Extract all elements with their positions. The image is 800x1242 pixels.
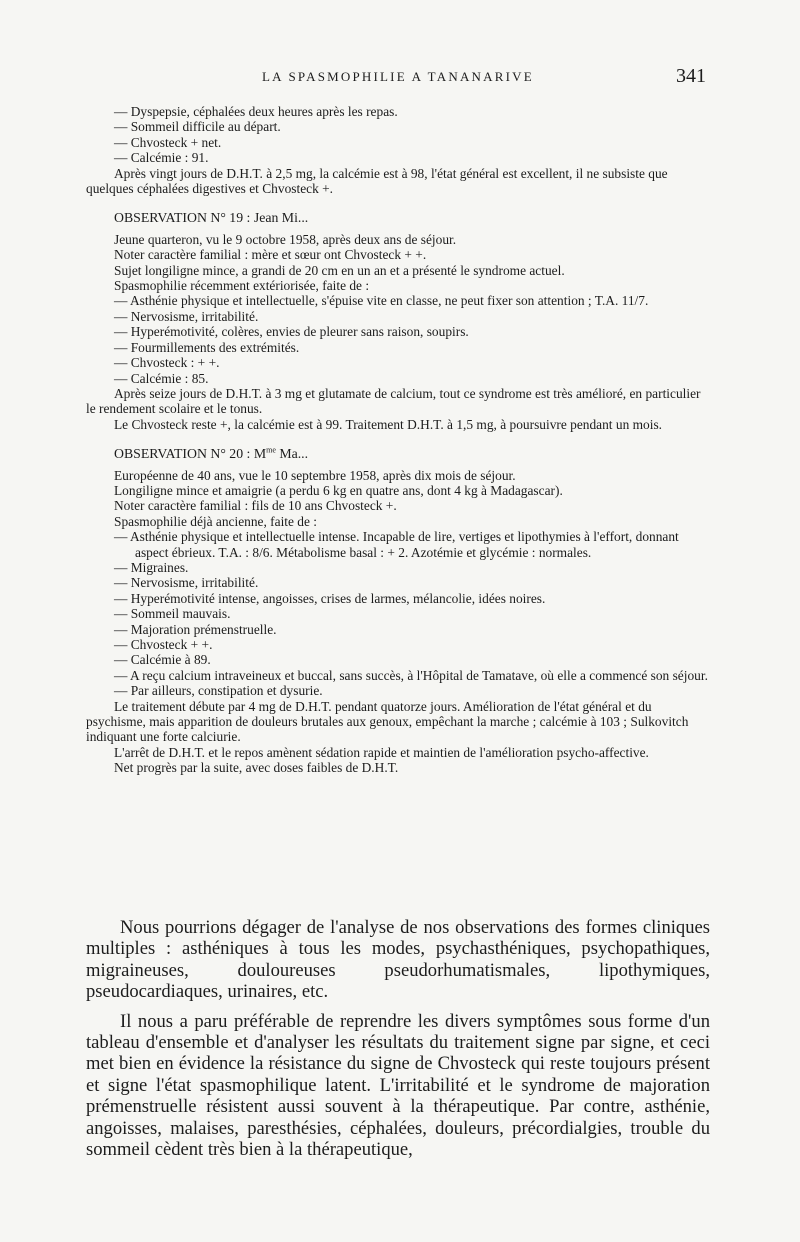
symptom-item: — Calcémie à 89.	[114, 652, 211, 668]
observation-paragraph: Après vingt jours de D.H.T. à 2,5 mg, la calcémie est à 98, l'état général est excellent, il ne subsiste que quelques céphalées digestives et Chvosteck +.	[86, 165, 668, 197]
observation-paragraph: Spasmophilie déjà ancienne, faite de :	[114, 513, 318, 529]
observation-paragraph: Le traitement débute par 4 mg de D.H.T. pendant quatorze jours. Amélioration de l'état général et du psychisme, mais apparition de douleurs brutales aux genoux, empêchant la marche ; calcémie à 103 ; Sulkovitch indiquant une forte calciurie.	[86, 698, 689, 745]
observation-paragraph: Le Chvosteck reste +, la calcémie est à 99. Traitement D.H.T. à 1,5 mg, à poursuivre pendant un mois.	[114, 416, 663, 432]
symptom-item: — Fourmillements des extrémités.	[114, 339, 300, 355]
symptom-item: — Hyperémotivité, colères, envies de pleurer sans raison, soupirs.	[114, 324, 469, 340]
observation-20-title	[86, 446, 710, 461]
symptom-item: — Asthénie physique et intellectuelle, s'épuise vite en classe, ne peut fixer son attention ; T.A. 11/7.	[114, 293, 649, 309]
observation-20-title-prefix: OBSERVATION N° 20 : M	[114, 446, 267, 462]
symptom-item: — Par ailleurs, constipation et dysurie.	[114, 683, 323, 699]
observations-section	[86, 104, 710, 776]
symptom-item: — Nervosisme, irritabilité.	[114, 575, 259, 591]
observation-paragraph: Net progrès par la suite, avec doses faibles de D.H.T.	[114, 760, 399, 776]
observation-paragraph: Noter caractère familial : fils de 10 ans Chvosteck +.	[114, 498, 397, 514]
observation-paragraph: Spasmophilie récemment extériorisée, faite de :	[114, 278, 370, 294]
body-text	[86, 917, 710, 1168]
symptom-item: — Chvosteck + +.	[114, 637, 213, 652]
symptom-item: — Asthénie physique et intellectuelle intense. Incapable de lire, vertiges et lipothymies à l'effort, donnant aspect ébrieux. T.A. : 8/6. Métabolisme basal : + 2. Azotémie et glycémie : normales.	[114, 529, 679, 560]
observation-paragraph: Européenne de 40 ans, vue le 10 septembre 1958, après dix mois de séjour.	[114, 467, 516, 483]
symptom-item: — Calcémie : 91.	[114, 150, 209, 166]
symptom-item: — Calcémie : 85.	[114, 370, 209, 386]
body-paragraph: Nous pourrions dégager de l'analyse de nos observations des formes cliniques multiples : asthéniques à tous les modes, psychasthéniques, psychopathiques, migraineuses, douloureuses pseudorhumatismales, lipothymiques, pseudocardiaques, urinaires, etc.	[86, 917, 710, 1003]
observation-paragraph: Après seize jours de D.H.T. à 3 mg et glutamate de calcium, tout ce syndrome est très amélioré, en particulier le rendement scolaire et le tonus.	[86, 385, 701, 417]
observation-paragraph: Sujet longiligne mince, a grandi de 20 cm en un an et a présenté le syndrome actuel.	[114, 262, 565, 278]
observation-20-title-suffix: Ma...	[275, 446, 309, 462]
symptom-item: — Sommeil mauvais.	[114, 606, 231, 622]
page-number: 341	[676, 65, 706, 87]
observation-paragraph: Noter caractère familial : mère et sœur ont Chvosteck + +.	[114, 247, 427, 263]
running-header	[0, 65, 800, 89]
observation-paragraph: Longiligne mince et amaigrie (a perdu 6 kg en quatre ans, dont 4 kg à Madagascar).	[114, 482, 563, 498]
symptom-item: — Nervosisme, irritabilité.	[114, 308, 259, 324]
running-title: LA SPASMOPHILIE A TANANARIVE	[262, 69, 534, 84]
symptom-item: — Hyperémotivité intense, angoisses, crises de larmes, mélancolie, idées noires.	[114, 590, 546, 606]
symptom-item: — Dyspepsie, céphalées deux heures après les repas.	[114, 104, 398, 119]
observation-paragraph: L'arrêt de D.H.T. et le repos amènent sédation rapide et maintien de l'amélioration psycho-affective.	[114, 744, 649, 760]
symptom-item: — Majoration prémenstruelle.	[114, 621, 277, 637]
observation-20-title-sup: me	[266, 445, 276, 455]
body-paragraph: Il nous a paru préférable de reprendre les divers symptômes sous forme d'un tableau d'ensemble et d'analyser les résultats du traitement signe par signe, et ceci met bien en évidence la résistance du signe de Chvosteck qui reste toujours présent et signe l'état spasmophilique latent. L'irritabilité et le syndrome de majoration prémenstruelle résistent aussi souvent à la thérapeutique. Par contre, asthénie, angoisses, malaises, paresthésies, céphalées, douleurs, précordialgies, trouble du sommeil cèdent très bien à la thérapeutique,	[86, 1010, 710, 1161]
symptom-item: — Chvosteck : + +.	[114, 355, 220, 371]
observation-paragraph: Jeune quarteron, vu le 9 octobre 1958, après deux ans de séjour.	[114, 231, 457, 247]
observation-19-title: OBSERVATION N° 19 : Jean Mi...	[114, 210, 309, 226]
symptom-item: — Sommeil difficile au départ.	[114, 119, 281, 135]
symptom-item: — A reçu calcium intraveineux et buccal, sans succès, à l'Hôpital de Tamatave, où elle a commencé son séjour.	[114, 667, 708, 683]
symptom-item: — Migraines.	[114, 559, 189, 575]
symptom-item: — Chvosteck + net.	[114, 134, 222, 150]
